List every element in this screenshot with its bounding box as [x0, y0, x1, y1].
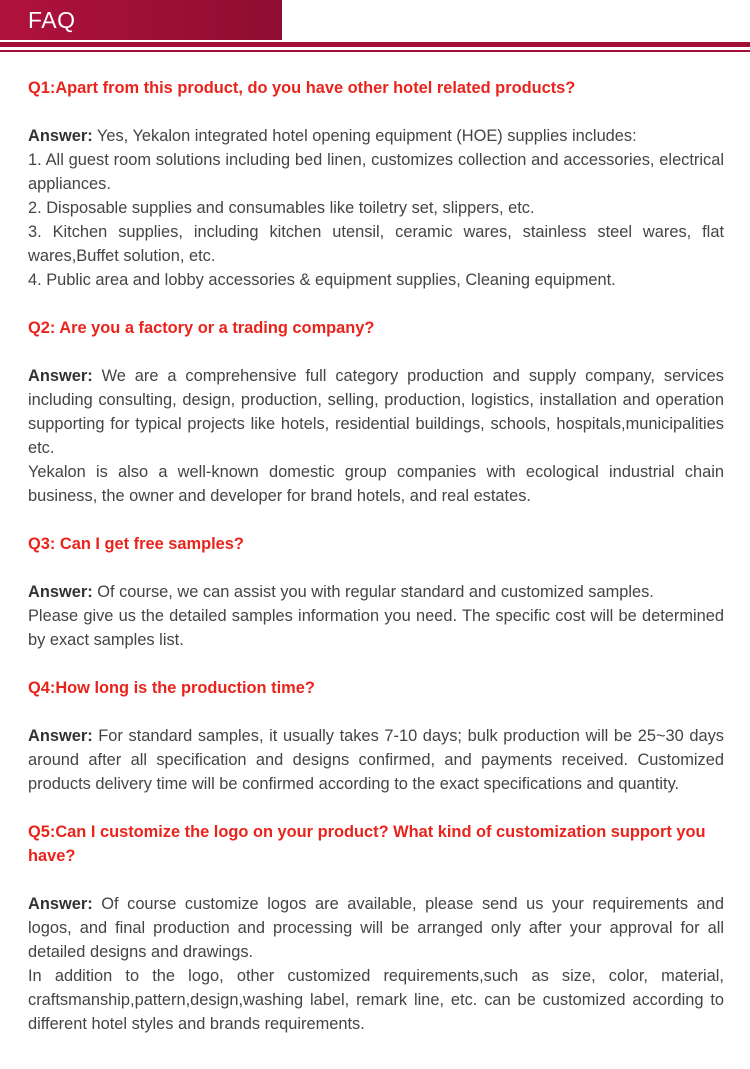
faq-item-2 — [28, 316, 724, 508]
answer-label: Answer: — [28, 127, 93, 145]
header-rule-thick — [0, 42, 750, 47]
faq-answer-2 — [28, 364, 724, 508]
faq-answer-5 — [28, 892, 724, 1036]
faq-item-1 — [28, 76, 724, 292]
spacer — [28, 868, 724, 892]
faq-item-3 — [28, 532, 724, 652]
faq-answer-1 — [28, 124, 724, 292]
spacer — [28, 508, 724, 532]
spacer — [28, 292, 724, 316]
faq-list — [28, 76, 724, 1036]
spacer — [28, 100, 724, 124]
faq-question-3: Q3: Can I get free samples? — [28, 535, 244, 553]
answer-paragraph: 1. All guest room solutions including bed linen, customizes collection and accessories, electrical appliances. — [28, 151, 724, 193]
answer-paragraph: 4. Public area and lobby accessories & equipment supplies, Cleaning equipment. — [28, 271, 616, 289]
answer-label: Answer: — [28, 583, 93, 601]
answer-paragraph: Please give us the detailed samples information you need. The specific cost will be determined by exact samples list. — [28, 607, 724, 649]
answer-paragraph: 3. Kitchen supplies, including kitchen utensil, ceramic wares, stainless steel wares, flat wares,Buffet solution, etc. — [28, 223, 724, 265]
answer-text: Yes, Yekalon integrated hotel opening equipment (HOE) supplies includes: — [92, 127, 637, 145]
faq-question-2: Q2: Are you a factory or a trading company? — [28, 319, 375, 337]
spacer — [28, 700, 724, 724]
answer-paragraph: Yekalon is also a well-known domestic group companies with ecological industrial chain business, the owner and developer for brand hotels, and real estates. — [28, 463, 724, 505]
answer-paragraph: 2. Disposable supplies and consumables like toiletry set, slippers, etc. — [28, 199, 535, 217]
spacer — [28, 796, 724, 820]
faq-header — [0, 0, 750, 54]
faq-question-4: Q4:How long is the production time? — [28, 679, 315, 697]
spacer — [28, 556, 724, 580]
page-title: FAQ — [28, 7, 76, 33]
faq-question-5: Q5:Can I customize the logo on your product? What kind of customization support you have? — [28, 823, 706, 865]
spacer — [28, 652, 724, 676]
answer-label: Answer: — [28, 367, 93, 385]
faq-answer-4 — [28, 724, 724, 796]
faq-question-1: Q1:Apart from this product, do you have other hotel related products? — [28, 79, 576, 97]
answer-paragraph: In addition to the logo, other customized requirements,such as size, color, material, craftsmanship,pattern,design,washing label, remark line, etc. can be customized according to different hotel styles and brands requirements. — [28, 967, 724, 1033]
answer-text: For standard samples, it usually takes 7-10 days; bulk production will be 25~30 days around after all specification and designs confirmed, and payments received. Customized products delivery time will be confirmed according to the exact specifications and quantity. — [28, 727, 724, 793]
answer-label: Answer: — [28, 727, 93, 745]
answer-text: Of course customize logos are available, please send us your requirements and logos, and final production and processing will be arranged only after your approval for all detailed designs and drawings. — [28, 895, 724, 961]
header-rule-thin — [0, 50, 750, 52]
header-tab — [0, 0, 282, 40]
answer-text: Of course, we can assist you with regular standard and customized samples. — [92, 583, 654, 601]
faq-answer-3 — [28, 580, 724, 652]
faq-item-5 — [28, 820, 724, 1036]
answer-text: We are a comprehensive full category production and supply company, services including consulting, design, production, selling, production, logistics, installation and operation supporting for typical projects like hotels, residential buildings, schools, hospitals,municipalities etc. — [28, 367, 724, 457]
answer-label: Answer: — [28, 895, 93, 913]
spacer — [28, 340, 724, 364]
faq-item-4 — [28, 676, 724, 796]
